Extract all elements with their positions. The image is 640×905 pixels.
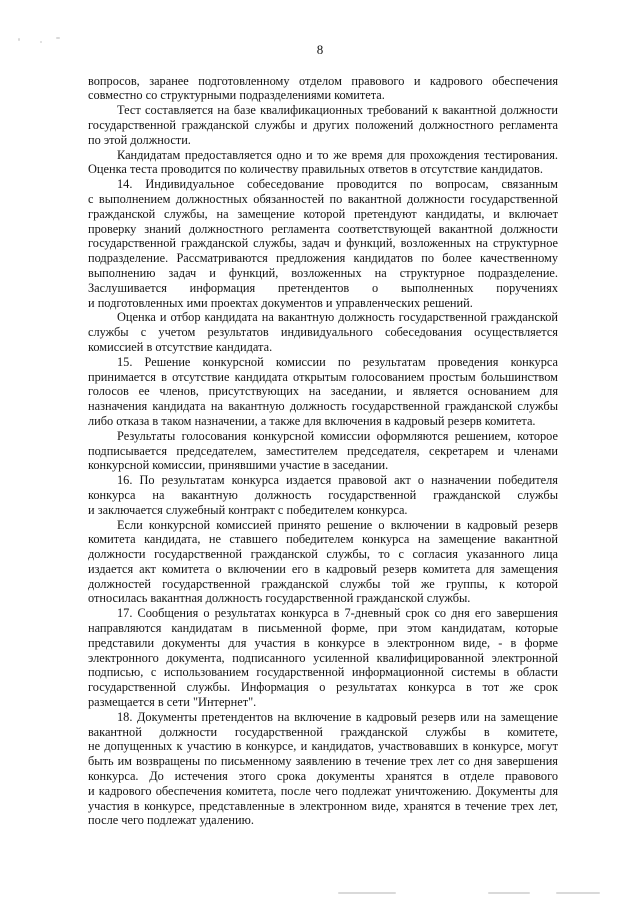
- text-line: размещается в сети "Интернет".: [88, 695, 257, 710]
- text-line: 16. По результатам конкурса издается правовой акт о назначении победителя: [117, 473, 558, 488]
- text-line: выполнению задач и функций, возложенных на структурное подразделение.: [88, 265, 558, 280]
- paragraph: [88, 518, 558, 607]
- text-line: 15. Решение конкурсной комиссии по результатам проведения конкурса: [117, 354, 558, 369]
- text-line: конкурсной комиссии, принявшими участие в заседании.: [88, 458, 389, 473]
- text-line: 18. Документы претендентов на включение в кадровый резерв или на замещение: [117, 709, 558, 724]
- paragraph: [88, 310, 558, 354]
- paragraph: [88, 473, 558, 517]
- text-line: государственной гражданской службы, задач и функций, возложенных на структурное: [88, 236, 558, 251]
- text-line: Тест составляется на базе квалификационных требований к вакантной должности: [117, 103, 558, 118]
- text-line: Оценка и отбор кандидата на вакантную должность государственной гражданской: [117, 310, 558, 325]
- scan-mark: [488, 892, 530, 894]
- text-line: по этой должности.: [88, 132, 191, 147]
- text-line: и кадрового обеспечения комитета, после чего подлежат уничтожению. Документы для: [88, 783, 558, 798]
- text-line: либо отказа в таком назначении, а также для включения в кадровый резерв комитета.: [88, 413, 536, 428]
- text-line: Если конкурсной комиссией принято решение о включении в кадровый резерв: [117, 517, 558, 532]
- text-line: электронного документа, подписанного усиленной квалифицированной электронной: [88, 650, 558, 665]
- paragraph: [88, 148, 558, 178]
- text-line: вопросов, заранее подготовленному отделом правового и кадрового обеспечения: [88, 73, 558, 88]
- text-line: государственной службы. Информация о результатах конкурса в тот же срок: [88, 680, 558, 695]
- text-line: подписью, с использованием государственной информационной системы в области: [88, 665, 558, 680]
- text-line: конкурса на вакантную должность государственной гражданской службы: [88, 487, 558, 502]
- paragraph: [88, 429, 558, 473]
- page-number: 8: [316, 42, 324, 57]
- text-line: гражданской службы, на замещение которой претендуют кандидаты, и включает: [88, 206, 558, 221]
- text-line: и подготовленных ими проектах документов и управленческих решений.: [88, 295, 473, 310]
- text-line: голосов ее членов, присутствующих на заседании, и является основанием для: [88, 384, 558, 399]
- text-line: направляются кандидатам в письменной форме, при этом кандидатам, которые: [88, 621, 558, 636]
- paragraph: [88, 355, 558, 429]
- text-line: подписывается председателем, заместителем председателя, секретарем и членами: [88, 443, 558, 458]
- text-line: не допущенных к участию в конкурсе, и кандидатов, участвовавших в конкурсе, могут: [88, 739, 558, 754]
- text-line: Оценка теста проводится по количеству правильных ответов в отсутствие кандидатов.: [88, 162, 543, 177]
- text-line: с выполнением должностных обязанностей по вакантной должности государственной: [88, 191, 558, 206]
- text-line: участия в конкурсе, представленные в электронном виде, хранятся в течение трех лет,: [88, 798, 558, 813]
- text-line: должностей государственной гражданской службы той же группы, к которой: [88, 576, 558, 591]
- text-line: подразделение. Рассматриваются предложения кандидатов по более качественному: [88, 251, 558, 266]
- text-line: Заслушивается информация претендентов о выполненных поручениях: [88, 280, 558, 295]
- text-line: должности государственной гражданской службы, то с согласия указанного лица: [88, 547, 558, 562]
- text-line: проверку знаний должностного регламента соответствующей вакантной должности: [88, 221, 558, 236]
- paragraph: [88, 74, 558, 104]
- text-line: относилась вакантная должность государственной гражданской службы.: [88, 591, 471, 606]
- text-line: Кандидатам предоставляется одно и то же время для прохождения тестирования.: [117, 147, 558, 162]
- text-line: комитета кандидата, не ставшего победителем конкурса на замещение вакантной: [88, 532, 558, 547]
- text-line: государственной гражданской службы и других положений должностного регламента: [88, 117, 558, 132]
- text-line: представили документы для участия в конкурсе в электронном виде, - в форме: [88, 635, 558, 650]
- text-line: после чего подлежат удалению.: [88, 813, 254, 828]
- paragraph: [88, 177, 558, 310]
- scan-mark: [338, 892, 396, 894]
- text-line: быть им возвращены по письменному заявлению в течение трех лет со дня завершения: [88, 754, 558, 769]
- text-line: Результаты голосования конкурсной комиссии оформляются решением, которое: [117, 428, 558, 443]
- text-line: и заключается служебный контракт с победителем конкурса.: [88, 502, 408, 517]
- scan-mark: [556, 892, 600, 894]
- paragraph: [88, 606, 558, 710]
- text-line: издается акт комитета о включении его в кадровый резерв комитета для замещения: [88, 561, 558, 576]
- text-line: службы с учетом результатов индивидуального собеседования осуществляется: [88, 325, 558, 340]
- text-line: вакантной должности государственной гражданской службы в комитете,: [88, 724, 558, 739]
- scan-mark: [18, 38, 20, 41]
- text-line: 14. Индивидуальное собеседование проводится по вопросам, связанным: [117, 177, 558, 192]
- text-line: назначения кандидата на вакантную должность государственной гражданской службы: [88, 399, 558, 414]
- text-line: принимается в отсутствие кандидата открытым голосованием простым большинством: [88, 369, 558, 384]
- text-line: совместно со структурными подразделениями комитета.: [88, 88, 385, 103]
- paragraph: [88, 710, 558, 828]
- document-body: [88, 74, 558, 829]
- text-line: конкурса. До истечения этого срока документы хранятся в отделе правового: [88, 769, 558, 784]
- scan-mark: [56, 37, 60, 39]
- text-line: комиссией в отсутствие кандидата.: [88, 339, 273, 354]
- paragraph: [88, 103, 558, 147]
- text-line: 17. Сообщения о результатах конкурса в 7-дневный срок со дня его завершения: [117, 606, 558, 621]
